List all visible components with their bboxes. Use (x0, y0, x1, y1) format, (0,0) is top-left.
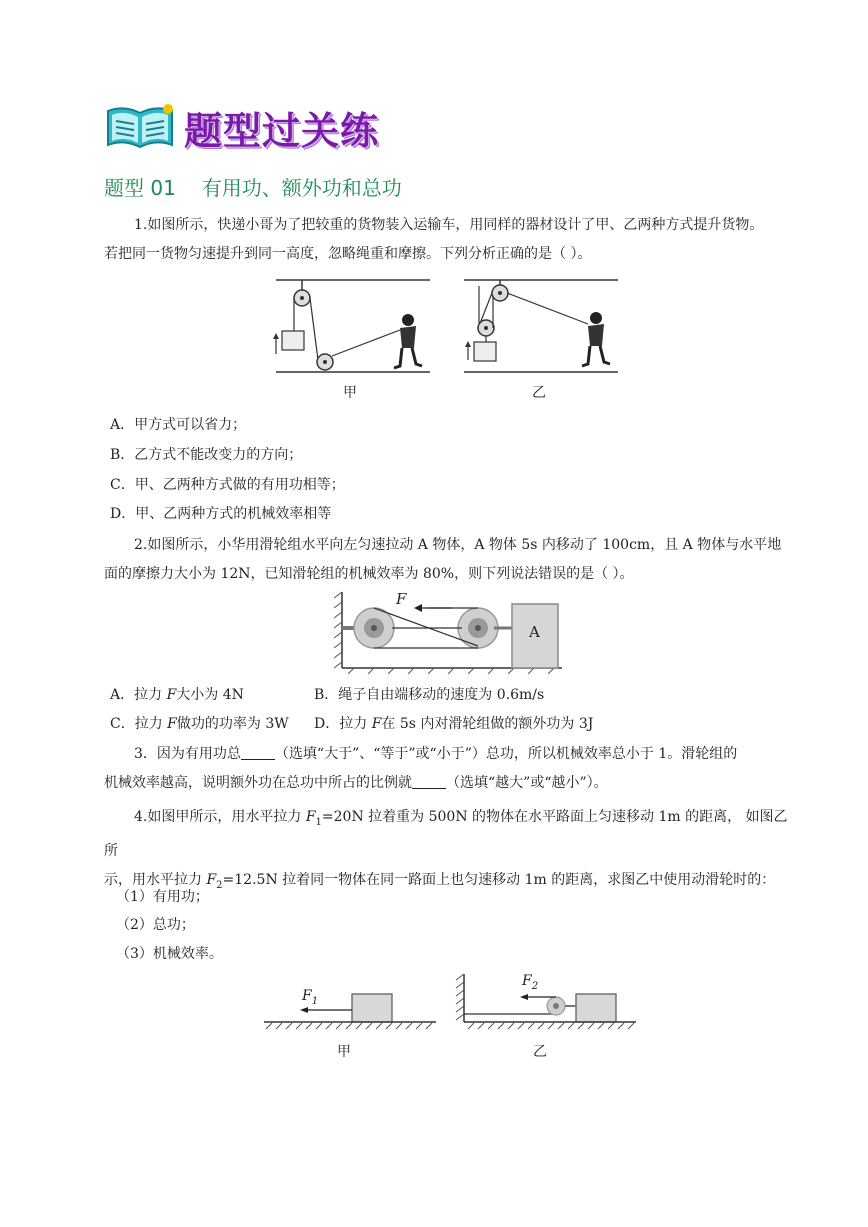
q4-line-2a: 示，用水平拉力 (104, 871, 207, 888)
q3-line-2b: （选填“越大”或“越小”）。 (446, 775, 608, 791)
q4-figure-jia (262, 988, 438, 1032)
q4-line-1-sub: 1 (315, 816, 322, 828)
q2-option-c-var: F (167, 716, 177, 732)
q2-option-a-text: 大小为 4N (176, 687, 244, 703)
open-book-icon (104, 103, 176, 151)
q4-line-1a: 4.如图甲所示，用水平拉力 (134, 809, 306, 825)
banner-title: 题型过关练 (184, 109, 380, 153)
q1-option-b: B．乙方式不能改变力的方向； (110, 447, 303, 463)
q2-option-d-prefix: D．拉力 (314, 716, 372, 732)
question-3-text (104, 740, 794, 798)
q3-line-1a: 3．因为有用功总 (134, 746, 241, 762)
q4-fig-yi-caption: 乙 (533, 1044, 547, 1060)
q1-fig-yi-caption: 乙 (532, 385, 546, 401)
q1-figure-yi (460, 276, 622, 380)
q1-option-a: A．甲方式可以省力； (110, 417, 247, 433)
q4-fig-f1-label (302, 988, 318, 1007)
section-number: 题型 01 (104, 176, 176, 200)
section-title (104, 172, 402, 201)
q4-fig-f2-sub: 2 (531, 980, 539, 992)
q2-option-a-var: F (166, 687, 177, 703)
q3-blank-2[interactable] (412, 774, 446, 789)
q1-option-c: C．甲、乙两种方式做的有用功相等； (110, 477, 345, 493)
q2-fig-force-label: F (396, 590, 407, 608)
q2-option-d-var: F (371, 716, 382, 732)
q2-option-d-text: 在 5s 内对滑轮组做的额外功为 3J (381, 716, 594, 732)
q4-fig-f1-sub: 1 (311, 995, 319, 1007)
q1-fig-jia-caption: 甲 (343, 385, 357, 401)
q4-line-1b: =20N 拉着重为 500N 的物体在水平路面上匀速移动 1m 的距离， 如图乙所 (104, 809, 788, 859)
q4-fig-f2-var: F (522, 973, 532, 989)
question-2-text (104, 531, 794, 589)
q4-part-3: （3）机械效率。 (116, 946, 223, 962)
section-name: 有用功、额外功和总功 (201, 176, 402, 200)
q2-option-c (110, 713, 289, 733)
q4-part-2: （2）总功； (116, 917, 195, 933)
q4-line-1-var: F (305, 809, 316, 825)
question-1-text (104, 211, 794, 269)
q4-fig-f2-label (522, 973, 538, 992)
q2-option-a-prefix: A．拉力 (110, 687, 167, 703)
q3-blank-1[interactable] (241, 745, 275, 760)
q2-line-1: 2.如图所示，小华用滑轮组水平向左匀速拉动 A 物体，A 物体 5s 内移动了 100cm，且 A 物体与水平地 (134, 537, 782, 553)
q4-line-2-var: F (206, 871, 217, 888)
q4-line-2b: =12.5N 拉着同一物体在同一路面上也匀速移动 1m 的距离，求图乙中使用动滑轮时的： (222, 871, 776, 888)
q2-line-2: 面的摩擦力大小为 12N，已知滑轮组的机械效率为 80%，则下列说法错误的是（ ）。 (104, 566, 634, 582)
q2-option-a (110, 684, 244, 704)
q4-line-2-sub: 2 (216, 879, 223, 891)
q2-option-d (314, 713, 593, 733)
q1-line-2: 若把同一货物匀速提升到同一高度，忽略绳重和摩擦。下列分析正确的是（ ）。 (104, 246, 592, 262)
q2-option-c-prefix: C．拉力 (110, 716, 168, 732)
q2-option-b: B．绳子自由端移动的速度为 0.6m/s (314, 687, 545, 703)
q4-fig-jia-caption: 甲 (337, 1044, 351, 1060)
q3-line-1b: （选填“大于”、“等于”或“小于”）总功，所以机械效率总小于 1。滑轮组的 (274, 746, 738, 762)
q1-line-1: 1.如图所示，快递小哥为了把较重的货物装入运输车，用同样的器材设计了甲、乙两种方式提升货物。 (134, 217, 764, 233)
q4-figure-yi (452, 972, 638, 1032)
q2-option-c-text: 做功的功率为 3W (176, 716, 289, 732)
q4-part-1: （1）有用功； (116, 889, 209, 905)
q4-fig-f1-var: F (302, 988, 312, 1004)
q1-option-d: D．甲、乙两种方式的机械效率相等 (110, 506, 332, 522)
q2-fig-block-label: A (529, 623, 540, 641)
q3-line-2a: 机械效率越高，说明额外功在总功中所占的比例就 (104, 775, 412, 791)
q1-figure-jia (272, 276, 434, 380)
